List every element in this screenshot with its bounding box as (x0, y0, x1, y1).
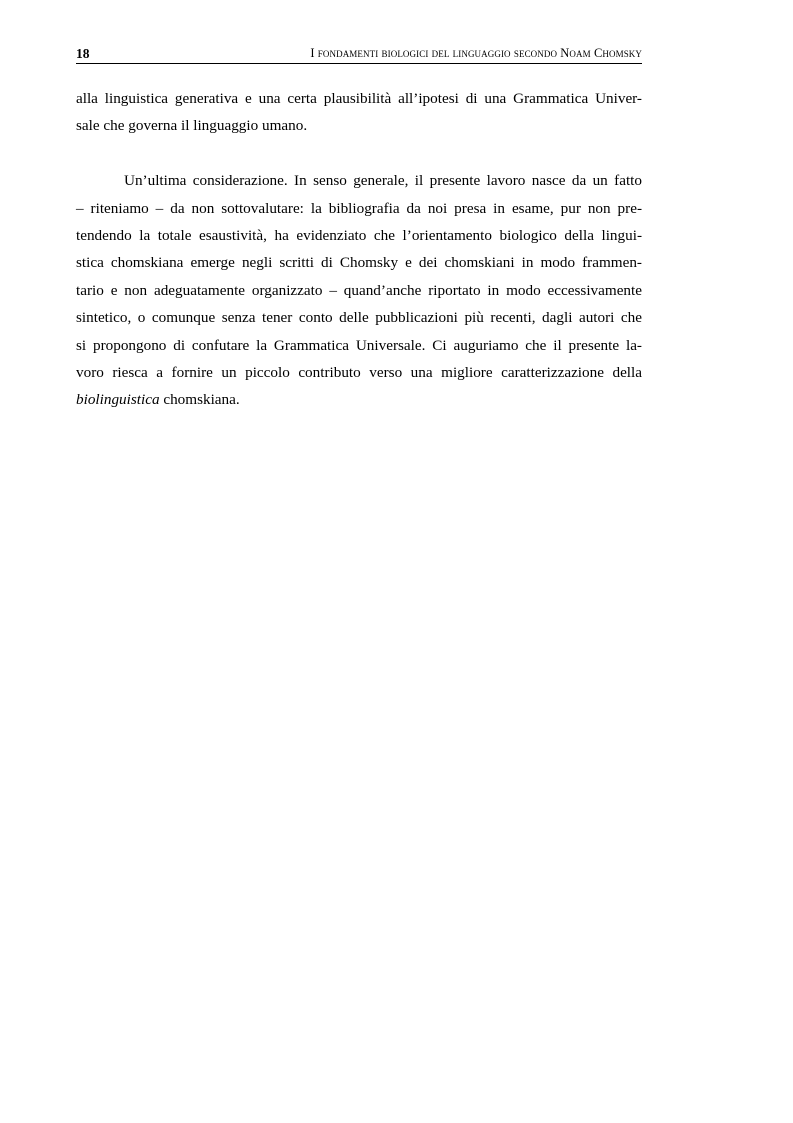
page-number: 18 (76, 46, 90, 61)
text-line: stica chomskiana emerge negli scritti di Chomsky e dei chomskiani in modo frammen- (76, 254, 642, 272)
text-line: sale che governa il linguaggio umano. (76, 117, 308, 135)
text-line: alla linguistica generativa e una certa plausibilità all’ipotesi di una Grammatica Univer- (76, 90, 642, 107)
text-line: sintetico, o comunque senza tener conto delle pubblicazioni più recenti, dagli autori che (76, 309, 642, 327)
text-line: tario e non adeguatamente organizzato – quand’anche riportato in modo eccessivamente (76, 281, 642, 299)
running-header (76, 44, 642, 64)
body-text (76, 85, 642, 414)
text-line: voro riesca a fornire un piccolo contributo verso una migliore caratterizzazione della (76, 363, 642, 381)
paragraph-continuation (76, 85, 642, 140)
italic-term: biolinguistica (76, 391, 160, 409)
text-line: – riteniamo – da non sottovalutare: la bibliografia da noi presa in esame, pur non pre- (76, 199, 642, 217)
chapter-title: I fondamenti biologici del linguaggio secondo Noam Chomsky (310, 46, 642, 60)
text-line: Un’ultima considerazione. In senso generale, il presente lavoro nasce da un fatto (124, 172, 642, 190)
text-line: si propongono di confutare la Grammatica Universale. Ci auguriamo che il presente la- (76, 336, 642, 354)
text-line-final (76, 386, 642, 413)
text-line: tendendo la totale esaustività, ha evidenziato che l’orientamento biologico della lingui- (76, 226, 642, 244)
page (76, 44, 642, 414)
paragraph-closing-remark (76, 167, 642, 414)
text-fragment: chomskiana. (159, 391, 240, 409)
